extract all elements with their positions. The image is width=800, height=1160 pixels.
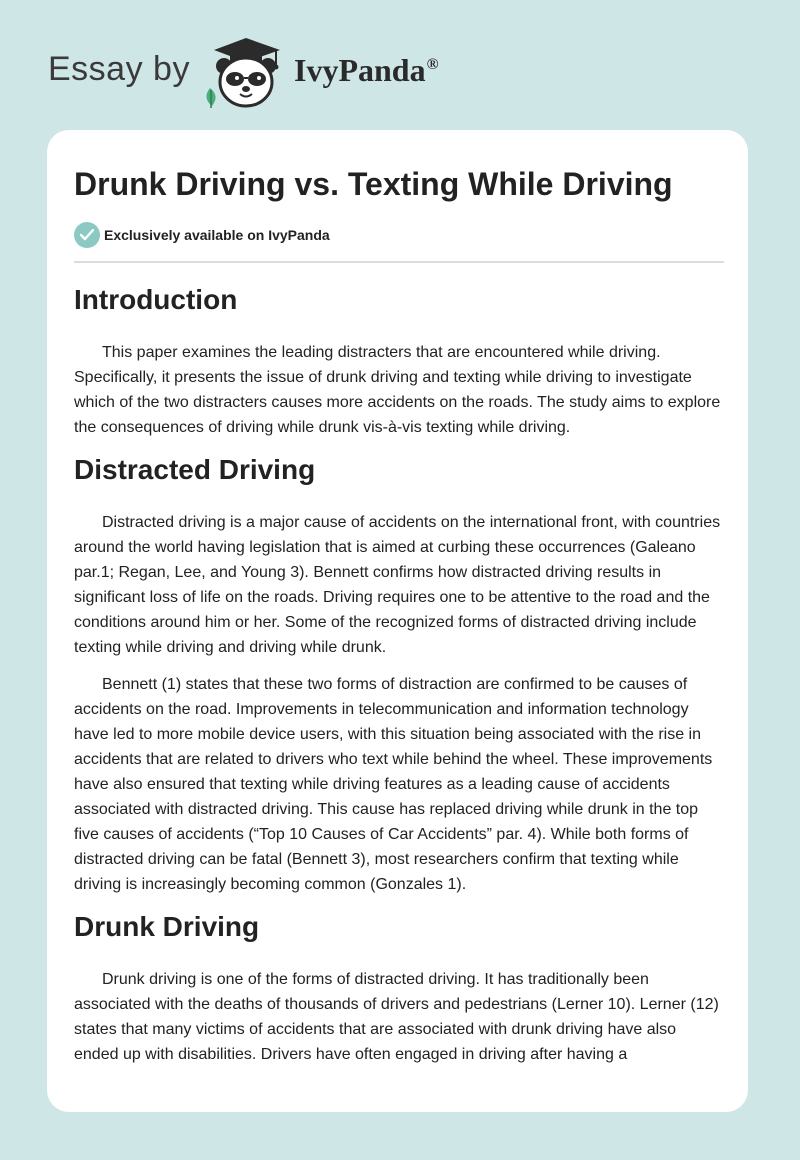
exclusive-badge-label: Exclusively available on IvyPanda (104, 227, 330, 243)
paragraph: Drunk driving is one of the forms of distracted driving. It has traditionally been associated with the deaths of thousands of drivers and pedestrians (Lerner 10). Lerner (12) states that many victims of accidents that are associated with drunk driving have also ended up with disabilities. Drivers have often engaged in driving after having a (74, 971, 719, 1063)
section-introduction (74, 282, 724, 440)
section-heading: Drunk Driving (74, 911, 260, 942)
check-icon (74, 222, 100, 248)
article-card (47, 130, 748, 1112)
paragraph: Distracted driving is a major cause of accidents on the international front, with countries around the world having legislation that is aimed at curbing these occurrences (Galeano par.1; Regan, Lee, and Young 3). Bennett confirms how distracted driving results in significant loss of life on the roads. Driving requires one to be attentive to the road and the conditions around him or her. Some of the recognized forms of distracted driving include texting while driving and driving while drunk. (74, 514, 721, 656)
title-divider (74, 261, 724, 263)
paragraph: Bennett (1) states that these two forms of distraction are confirmed to be causes of accidents on the road. Improvements in telecommunication and information technology have led to more mobile device users, with this situation being associated with the rise in accidents that are related to drivers who text while behind the wheel. These improvements have also ensured that texting while driving features as a leading cause of accidents associated with distracted driving. This cause has replaced driving while drunk in the top five causes of accidents (“Top 10 Causes of Car Accidents” par. 4). While both forms of distracted driving can be fatal (Bennett 3), most researchers confirm that texting while driving is increasingly becoming common (Gonzales 1). (74, 676, 713, 893)
article-title: Drunk Driving vs. Texting While Driving (74, 166, 673, 202)
section-distracted-driving (74, 452, 724, 897)
essay-by-label: Essay by (48, 50, 190, 88)
paragraph: This paper examines the leading distracters that are encountered while driving. Specifically, it presents the issue of drunk driving and texting while driving to investigate which of the two distracters causes more accidents on the roads. The study aims to explore the consequences of driving while drunk vis-à-vis texting while driving. (74, 344, 721, 436)
site-header (0, 0, 800, 130)
article-body (74, 282, 724, 1079)
exclusive-badge (74, 222, 330, 248)
panda-graduate-icon[interactable] (200, 36, 292, 110)
brand-name[interactable]: IvyPanda® (294, 52, 439, 88)
section-heading: Introduction (74, 284, 238, 315)
section-heading: Distracted Driving (74, 454, 316, 485)
section-drunk-driving (74, 909, 724, 1067)
